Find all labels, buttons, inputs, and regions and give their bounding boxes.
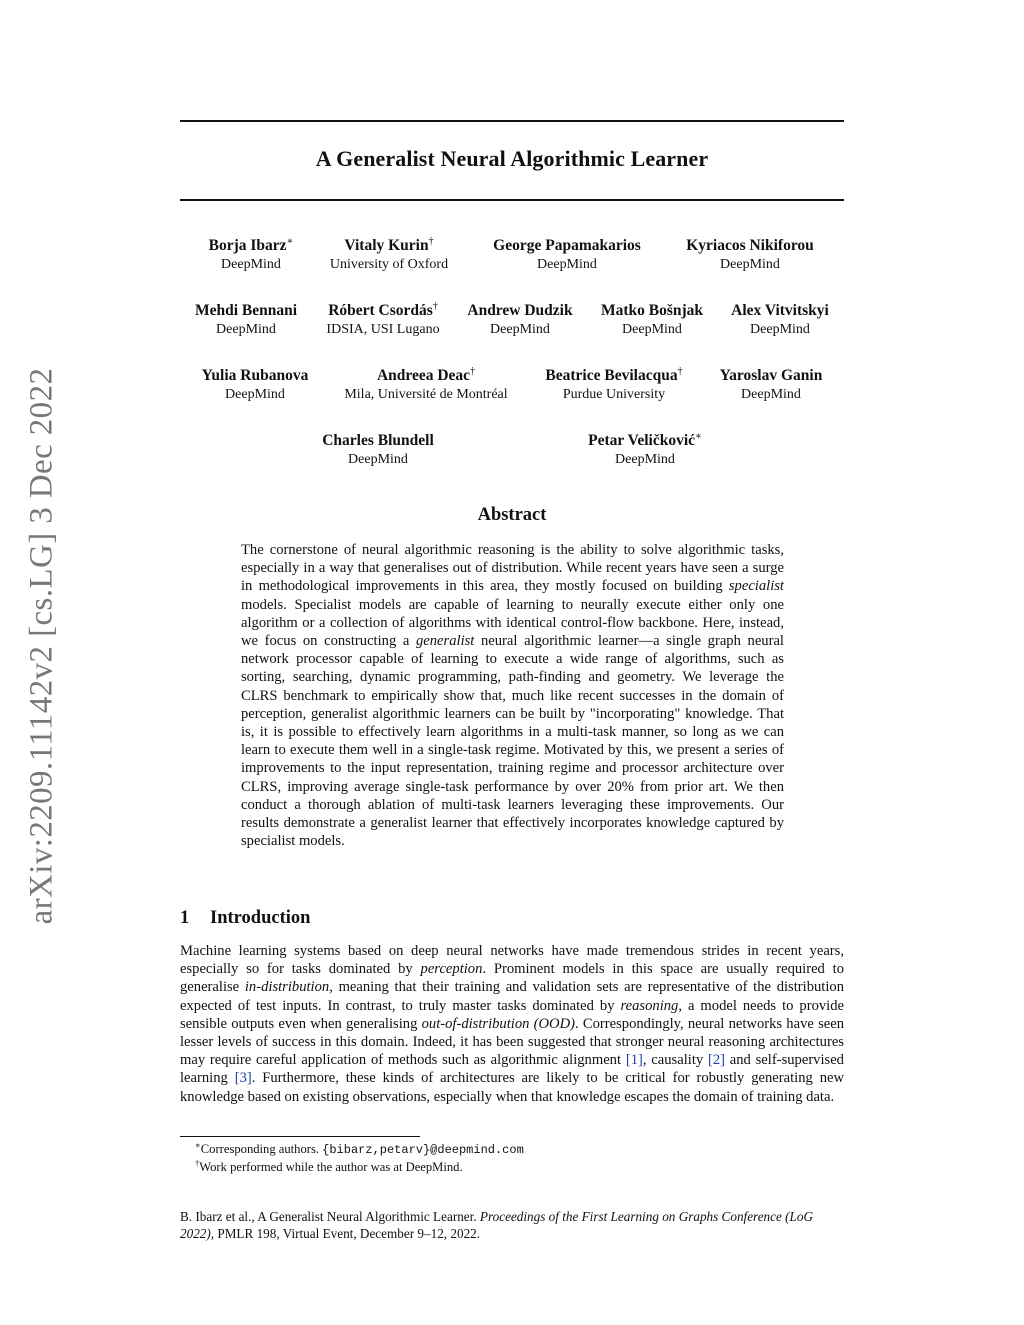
arxiv-stamp: arXiv:2209.11142v2 [cs.LG] 3 Dec 2022: [23, 367, 60, 925]
author-affiliation: IDSIA, USI Lugano: [326, 322, 440, 337]
author-affiliation: DeepMind: [216, 322, 276, 337]
footnote-rule: [180, 1136, 420, 1137]
author-block: [535, 431, 755, 469]
author-name: Kyriacos Nikiforou: [686, 237, 814, 254]
author-name: Borja Ibarz∗: [208, 236, 294, 254]
citation-link[interactable]: [1]: [625, 1052, 643, 1069]
author-block: [640, 236, 860, 274]
author-name: Matko Bošnjak: [600, 302, 704, 319]
abstract-heading: Abstract: [477, 505, 547, 525]
author-block: [316, 366, 536, 404]
author-affiliation: DeepMind: [750, 322, 810, 337]
author-name: Charles Blundell: [322, 432, 434, 449]
author-name: Mehdi Bennani: [194, 302, 298, 319]
footnote-work-performed: †Work performed while the author was at DeepMind.: [195, 1158, 463, 1174]
author-affiliation: Purdue University: [562, 387, 666, 402]
author-affiliation: DeepMind: [720, 257, 780, 272]
author-name: Yaroslav Ganin: [719, 367, 823, 384]
author-affiliation: Mila, Université de Montréal: [344, 387, 508, 402]
author-name: Petar Veličković∗: [588, 431, 702, 449]
citation-link[interactable]: [3]: [234, 1070, 252, 1087]
footnote-corresponding: ∗Corresponding authors. {bibarz,petarv}@deepmind.com: [195, 1140, 524, 1157]
author-block: [661, 366, 881, 404]
author-affiliation: University of Oxford: [329, 257, 449, 272]
author-affiliation: DeepMind: [741, 387, 801, 402]
author-affiliation: DeepMind: [348, 452, 408, 467]
email-address: {bibarz,petarv}@deepmind.com: [322, 1143, 524, 1157]
author-affiliation: DeepMind: [615, 452, 675, 467]
author-name: Beatrice Bevilacqua†: [545, 366, 683, 384]
author-name: Róbert Csordás†: [328, 301, 438, 319]
author-affiliation: DeepMind: [221, 257, 281, 272]
author-affiliation: DeepMind: [537, 257, 597, 272]
author-name: Vitaly Kurin†: [344, 236, 434, 254]
top-rule: [180, 120, 844, 122]
paper-title: A Generalist Neural Algorithmic Learner: [315, 146, 709, 171]
author-affiliation: DeepMind: [225, 387, 285, 402]
author-affiliation: DeepMind: [490, 322, 550, 337]
section-heading: 1 Introduction: [180, 908, 311, 928]
introduction-paragraph: Machine learning systems based on deep neural networks have made tremendous strides in recent years, especially so for tasks dominated by perception. Prominent models in this space are usually required to generalise in-distribution, meaning that their training and validation sets are representative of the distribution expected of test inputs. In contrast, to truly master tasks dominated by reasoning, a model needs to provide sensible outputs even when generalising out-of-distribution (OOD). Correspondingly, neural networks have seen lesser levels of success in this domain. Indeed, it has been suggested that stronger neural reasoning architectures may require careful application of methods such as algorithmic alignment [1], causality [2] and self-supervised learning [3]. Furthermore, these kinds of architectures are likely to be critical for robustly generating new knowledge based on existing observations, especially when that knowledge escapes the domain of training data.: [180, 943, 845, 1105]
abstract-body: The cornerstone of neural algorithmic reasoning is the ability to solve algorithmic tasks, especially in a way that generalises out of distribution. While recent years have seen a surge in methodological improvements in this area, they mostly focused on building specialist models. Specialist models are capable of learning to neurally execute either only one algorithm or a collection of algorithms with identical control-flow backbone. Here, instead, we focus on constructing a generalist neural algorithmic learner—a single graph neural network processor capable of learning to execute a wide range of algorithms, such as sorting, searching, dynamic programming, path-finding and geometry. We leverage the CLRS benchmark to empirically show that, much like recent successes in the domain of perception, generalist algorithmic learners can be built by "incorporating" knowledge. That is, it is possible to effectively learn algorithms in a multi-task manner, so long as we can learn to execute them well in a single-task regime. Motivated by this, we present a series of improvements to the input representation, training regime and processor architecture over CLRS, improving average single-task performance by over 20% from prior art. We then conduct a thorough ablation of multi-task learners leveraging these improvements. Our results demonstrate a generalist learner that effectively incorporates knowledge captured by specialist models.: [241, 542, 784, 850]
citation-link[interactable]: [2]: [707, 1052, 725, 1069]
author-block: [670, 301, 890, 339]
author-name: Andreea Deac†: [376, 366, 476, 384]
author-name: Yulia Rubanova: [201, 367, 309, 384]
author-name: Alex Vitvitskyi: [731, 302, 829, 319]
author-affiliation: DeepMind: [622, 322, 682, 337]
proceedings-citation: B. Ibarz et al., A Generalist Neural Algorithmic Learner. Proceedings of the First Learning on Graphs Conference (LoG 2022), PMLR 198, Virtual Event, December 9–12, 2022.: [180, 1209, 813, 1241]
author-name: George Papamakarios: [493, 237, 641, 254]
title-bottom-rule: [180, 199, 844, 201]
author-name: Andrew Dudzik: [467, 302, 573, 319]
author-block: [268, 431, 488, 469]
